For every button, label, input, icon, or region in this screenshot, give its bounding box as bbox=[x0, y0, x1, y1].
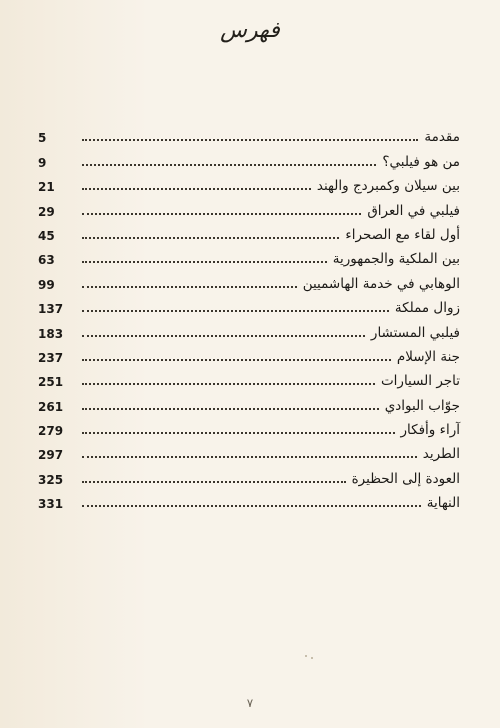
toc-entry-title: الطريد bbox=[422, 446, 460, 463]
toc-leader-dots bbox=[82, 480, 346, 483]
toc-entry-title: زوال مملكة bbox=[394, 300, 460, 317]
toc-page-number: 331 bbox=[38, 497, 64, 512]
toc-page-number: 45 bbox=[38, 228, 55, 243]
toc-entry-title: بين الملكية والجمهورية bbox=[332, 251, 460, 268]
toc-entry-title: جوّاب البوادي bbox=[384, 397, 460, 414]
toc-page-number: 279 bbox=[38, 424, 64, 439]
toc-row bbox=[38, 440, 460, 464]
toc-row bbox=[38, 416, 460, 440]
toc-leader-dots bbox=[82, 285, 297, 288]
toc-row bbox=[38, 464, 460, 488]
toc-entry-title: أول لقاء مع الصحراء bbox=[345, 226, 460, 243]
toc-leader-dots bbox=[82, 334, 365, 337]
toc-leader-dots bbox=[82, 431, 395, 434]
toc-page-number: 137 bbox=[38, 302, 64, 317]
toc-leader-dots bbox=[82, 212, 361, 215]
table-of-contents bbox=[38, 123, 460, 513]
toc-row bbox=[38, 196, 460, 220]
toc-row bbox=[38, 489, 460, 513]
toc-page-number: 251 bbox=[38, 375, 64, 390]
toc-entry-title: فيلبي المستشار bbox=[370, 324, 460, 341]
toc-leader-dots bbox=[82, 187, 311, 190]
toc-entry-title: تاجر السيارات bbox=[380, 373, 460, 390]
toc-page-number: 21 bbox=[38, 180, 55, 195]
paper-speck bbox=[311, 657, 313, 659]
toc-leader-dots bbox=[82, 358, 391, 361]
toc-leader-dots bbox=[82, 455, 417, 458]
toc-entry-title: مقدمة bbox=[424, 129, 460, 146]
toc-row bbox=[38, 318, 460, 342]
toc-row bbox=[38, 123, 460, 147]
toc-leader-dots bbox=[82, 504, 421, 507]
toc-page-number: 9 bbox=[38, 155, 47, 170]
toc-row bbox=[38, 147, 460, 171]
toc-leader-dots bbox=[82, 382, 375, 385]
toc-entry-title: الوهابي في خدمة الهاشميين bbox=[302, 275, 460, 292]
toc-leader-dots bbox=[82, 138, 418, 141]
toc-leader-dots bbox=[82, 236, 339, 239]
toc-page-number: 29 bbox=[38, 204, 55, 219]
toc-entry-title: آراء وأفكار bbox=[400, 422, 460, 439]
toc-row bbox=[38, 367, 460, 391]
toc-page-number: 297 bbox=[38, 448, 64, 463]
toc-leader-dots bbox=[82, 407, 379, 410]
toc-row bbox=[38, 294, 460, 318]
toc-entry-title: العودة إلى الحظيرة bbox=[351, 470, 460, 487]
toc-page-number: 63 bbox=[38, 253, 55, 268]
page-number: ٧ bbox=[246, 696, 254, 710]
toc-row bbox=[38, 343, 460, 367]
toc-row bbox=[38, 221, 460, 245]
toc-page-number: 99 bbox=[38, 277, 55, 292]
paper-speck bbox=[305, 655, 307, 657]
page-title: فهرس bbox=[220, 18, 280, 43]
toc-leader-dots bbox=[82, 163, 376, 166]
toc-entry-title: فيلبي في العراق bbox=[367, 202, 460, 219]
toc-leader-dots bbox=[82, 309, 389, 312]
toc-page-number: 261 bbox=[38, 399, 64, 414]
toc-entry-title: جنة الإسلام bbox=[396, 348, 460, 365]
toc-entry-title: من هو فيلبي؟ bbox=[382, 153, 460, 170]
toc-row bbox=[38, 245, 460, 269]
toc-page-number: 183 bbox=[38, 326, 64, 341]
toc-row bbox=[38, 172, 460, 196]
toc-entry-title: النهاية bbox=[426, 495, 460, 512]
toc-page-number: 237 bbox=[38, 350, 64, 365]
toc-page-number: 325 bbox=[38, 472, 64, 487]
toc-leader-dots bbox=[82, 260, 327, 263]
toc-entry-title: بين سيلان وكمبردج والهند bbox=[316, 178, 460, 195]
toc-row bbox=[38, 391, 460, 415]
toc-row bbox=[38, 269, 460, 293]
toc-page-number: 5 bbox=[38, 131, 47, 146]
